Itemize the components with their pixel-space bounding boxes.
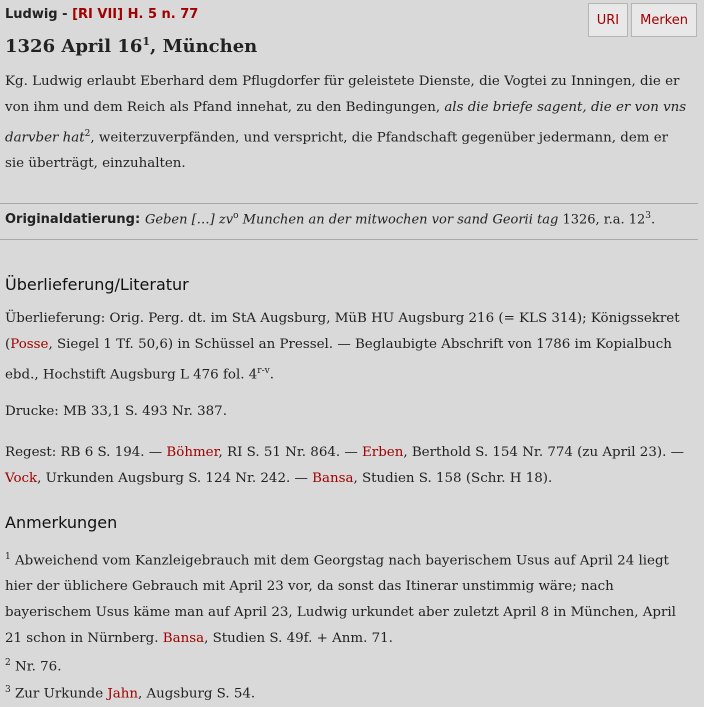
original-dating: Originaldatierung: Geben […] $zv^o$ Munchen an der mitwochen vor sand Georii tag 1326, r.a. $12^3$. [5,211,656,228]
note-number-1: 1 [5,552,11,562]
author: Ludwig [5,7,58,22]
original-dating-label: Originaldatierung: [5,212,141,228]
summary: Kg. Ludwig erlaubt Eberhard dem Pflugdorfer für geleistete Dienste, die Vogtei zu Inningen, die er von ihm und dem Reich als Pfand innehat, zu den Bedingungen, als die briefe sagent, die er von vns darvber hat$^2$, weiterzuverpfänden, und verspricht, die Pfandschaft gegenüber jedermann, dem er sie überträgt, einzuhalten. [5,74,687,172]
drucke-text: Drucke: MB 33,1 S. 493 Nr. 387. [5,404,227,419]
document-date: 1326 April $16^1$, München [5,35,258,57]
header: Ludwig - [RI VII] H. 5 n. 77 [5,7,199,22]
link-boehmer[interactable]: Böhmer [166,445,219,460]
note-2: $^2$ Nr. 76. [5,658,62,675]
link-vock[interactable]: Vock [5,471,38,486]
footnote-ref-3[interactable]: 3 [645,211,652,221]
link-erben[interactable]: Erben [362,445,404,460]
footnote-ref-2[interactable]: 2 [84,129,91,139]
divider [0,203,698,204]
regest-text: Regest: RB 6 S. 194. — Böhmer, RI S. 51 Nr. 864. — Erben, Berthold S. 154 Nr. 774 (zu April 23). — Vock, Urkunden Augsburg S. 124 Nr. 242. — Bansa, Studien S. 158 (Schr. H 18). [5,445,684,486]
section-title-ueberlieferung: Überlieferung/Literatur [5,275,189,294]
divider [0,239,698,240]
uri-button[interactable]: URI [588,3,628,37]
link-jahn[interactable]: Jahn [107,686,138,702]
note-1: $^1$ Abweichend vom Kanzleigebrauch mit dem Georgstag nach bayerischem Usus auf April 24 liegt hier der üblichere Gebrauch mit April 23 vor, da sonst das Itinerar unstimmig wäre; nach bayerischem Usus käme man auf April 23, Ludwig urkundet aber zuletzt April 8 in München, April 21 schon in Nürnberg. Bansa, Studien S. 49f. + Anm. 71. [5,552,676,647]
note-number-2: 2 [5,658,11,668]
ueberlieferung-text: Überlieferung: Orig. Perg. dt. im StA Augsburg, MüB HU Augsburg 216 (= KLS 314); Königssekret (Posse, Siegel 1 Tf. 50,6) in Schüssel an Pressel. — Beglaubigte Abschrift von 1786 im Kopialbuch ebd., Hochstift Augsburg L 476 fol. 4$^{r-v}$. [5,311,680,383]
section-title-anmerkungen: Anmerkungen [5,513,118,532]
toolbar [588,3,697,37]
footnote-ref-1[interactable]: 1 [142,35,151,48]
note-number-3: 3 [5,685,11,695]
link-bansa[interactable]: Bansa [312,471,354,486]
merken-button[interactable]: Merken [631,3,697,37]
link-bansa[interactable]: Bansa [162,631,205,647]
link-posse[interactable]: Posse [10,337,49,352]
quote: als die briefe sagent, die er von vns darvber hat [5,100,687,146]
note-3: $^3$ Zur Urkunde Jahn, Augsburg S. 54. [5,685,256,702]
regest-reference[interactable]: [RI VII] H. 5 n. 77 [72,7,199,22]
